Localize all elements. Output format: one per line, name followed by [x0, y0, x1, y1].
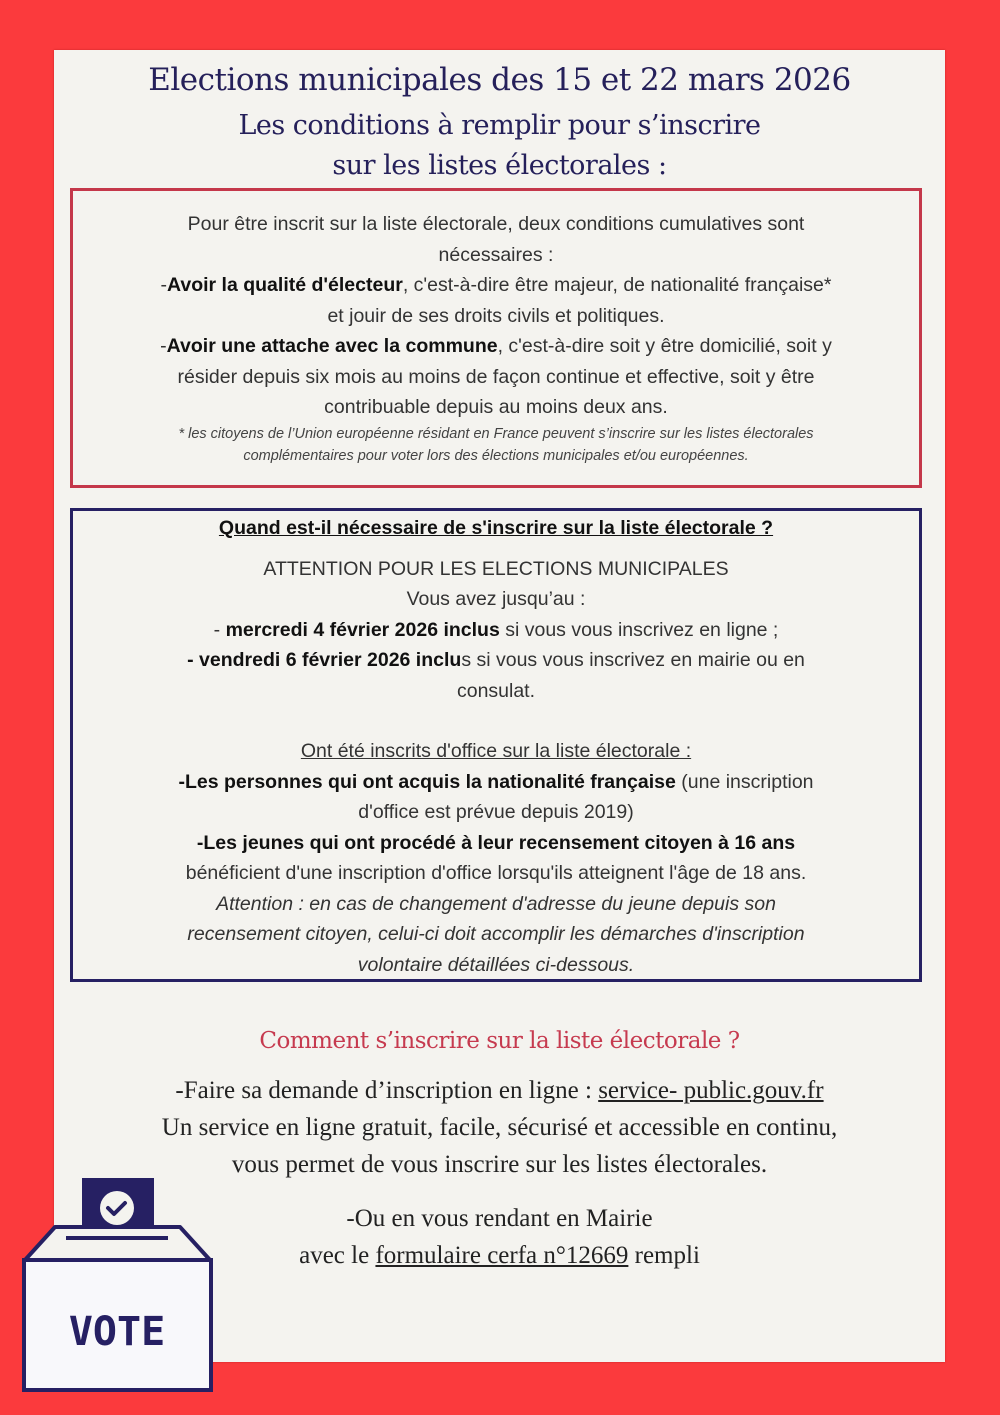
condition-commune: -Avoir une attache avec la commune, c'est-à-dire soit y être domicilié, soit y résider depuis six mois au moins de façon continue et effective, soit y être contribuable depuis au moins deux ans.: [160, 335, 832, 418]
condition-1-text: , c'est-à-dire être majeur, de nationalité française*: [402, 274, 832, 296]
deadline-2-line-2: consulat.: [456, 679, 536, 702]
intro-line-2: nécessaires :: [438, 243, 554, 266]
office-2-title: -Les jeunes qui ont procédé à leur recensement citoyen à 16 ans: [196, 831, 796, 854]
online-line-2: Un service en ligne gratuit, facile, sécurisé et accessible en continu,: [161, 1114, 838, 1141]
office-1-line-2: d'office est prévue depuis 2019): [358, 801, 634, 823]
conditions-intro: [73, 209, 919, 270]
condition-1-line-2: et jouir de ses droits civils et politiques.: [327, 304, 665, 327]
when-box: [70, 508, 922, 982]
warning-line-1: Attention : en cas de changement d'adresse du jeune depuis son: [216, 892, 776, 915]
poster-card: [54, 50, 945, 1362]
cerfa-form-link[interactable]: formulaire cerfa n°12669: [375, 1242, 629, 1269]
deadline-1-text: si vous vous inscrivez en ligne ;: [499, 618, 779, 641]
condition-1-title: Avoir la qualité d'électeur: [167, 274, 403, 296]
mairie-suffix: rempli: [628, 1242, 700, 1269]
mairie-line-1: -Ou en vous rendant en Mairie: [346, 1205, 653, 1232]
how-online: [54, 1072, 945, 1183]
vote-label: VOTE: [68, 1309, 166, 1355]
footnote-line-1: * les citoyens de l’Union européenne résidant en France peuvent s’inscrire sur les listes électorales: [178, 425, 814, 442]
deadline-1-date: mercredi 4 février 2026 inclus: [225, 618, 500, 641]
condition-2-line-3: contribuable depuis au moins deux ans.: [324, 396, 668, 418]
footnote: [73, 423, 919, 467]
mairie-prefix: avec le: [299, 1242, 376, 1269]
page-title: Elections municipales des 15 et 22 mars 2026: [148, 62, 851, 98]
intro-line-1: Pour être inscrit sur la liste électorale, deux conditions cumulatives sont: [187, 213, 805, 235]
condition-2-title: Avoir une attache avec la commune: [166, 335, 498, 357]
subtitle-line-2: sur les listes électorales :: [332, 150, 667, 181]
office-2-line-2: bénéficient d'une inscription d'office lorsqu'ils atteignent l'âge de 18 ans.: [185, 862, 807, 884]
footnote-line-2: complémentaires pour voter lors des élections municipales et/ou européennes.: [243, 447, 749, 464]
office-youth: [73, 828, 919, 889]
how-title: Comment s’inscrire sur la liste électorale ?: [259, 1028, 740, 1054]
condition-elector: -Avoir la qualité d'électeur, c'est-à-dire être majeur, de nationalité française* et jouir de ses droits civils et politiques.: [160, 274, 832, 327]
when-question: Quand est-il nécessaire de s'inscrire sur la liste électorale ?: [218, 517, 774, 539]
checkmark-icon: [100, 1191, 134, 1225]
box-lid: [25, 1227, 210, 1260]
office-naturalized: [73, 767, 919, 828]
online-prefix: -Faire sa demande d’inscription en ligne :: [175, 1077, 599, 1104]
deadline-online: - mercredi 4 février 2026 inclus si vous vous inscrivez en ligne ;: [213, 618, 779, 641]
online-line-3: vous permet de vous inscrire sur les listes électorales.: [231, 1151, 768, 1178]
deadline-2-text: s si vous vous inscrivez en mairie ou en: [461, 649, 805, 671]
service-public-link[interactable]: service- public.gouv.fr: [598, 1077, 824, 1104]
condition-2-text: , c'est-à-dire soit y être domicilié, soit y: [497, 335, 832, 357]
deadline-mairie: - vendredi 6 février 2026 inclus si vous vous inscrivez en mairie ou en consulat.: [187, 649, 805, 702]
until-label: Vous avez jusqu’au :: [406, 588, 586, 610]
office-1-text: (une inscription: [675, 770, 814, 793]
ballot-box-icon: [20, 1170, 215, 1395]
warning-line-3: volontaire détaillées ci-dessous.: [357, 953, 635, 976]
youth-warning: [73, 889, 919, 981]
warning-line-2: recensement citoyen, celui-ci doit accomplir les démarches d'inscription: [187, 923, 805, 945]
office-1-title: -Les personnes qui ont acquis la nationalité française: [178, 770, 676, 793]
condition-2-line-2: résider depuis six mois au moins de façon continue et effective, soit y être: [177, 365, 815, 388]
office-title: Ont été inscrits d'office sur la liste électorale :: [300, 740, 692, 762]
subtitle-line-1: Les conditions à remplir pour s’inscrire: [238, 110, 761, 141]
deadline-2-date: vendredi 6 février 2026 inclu: [199, 649, 462, 671]
attention-heading: ATTENTION POUR LES ELECTIONS MUNICIPALES: [263, 557, 729, 580]
conditions-box: [70, 188, 922, 488]
